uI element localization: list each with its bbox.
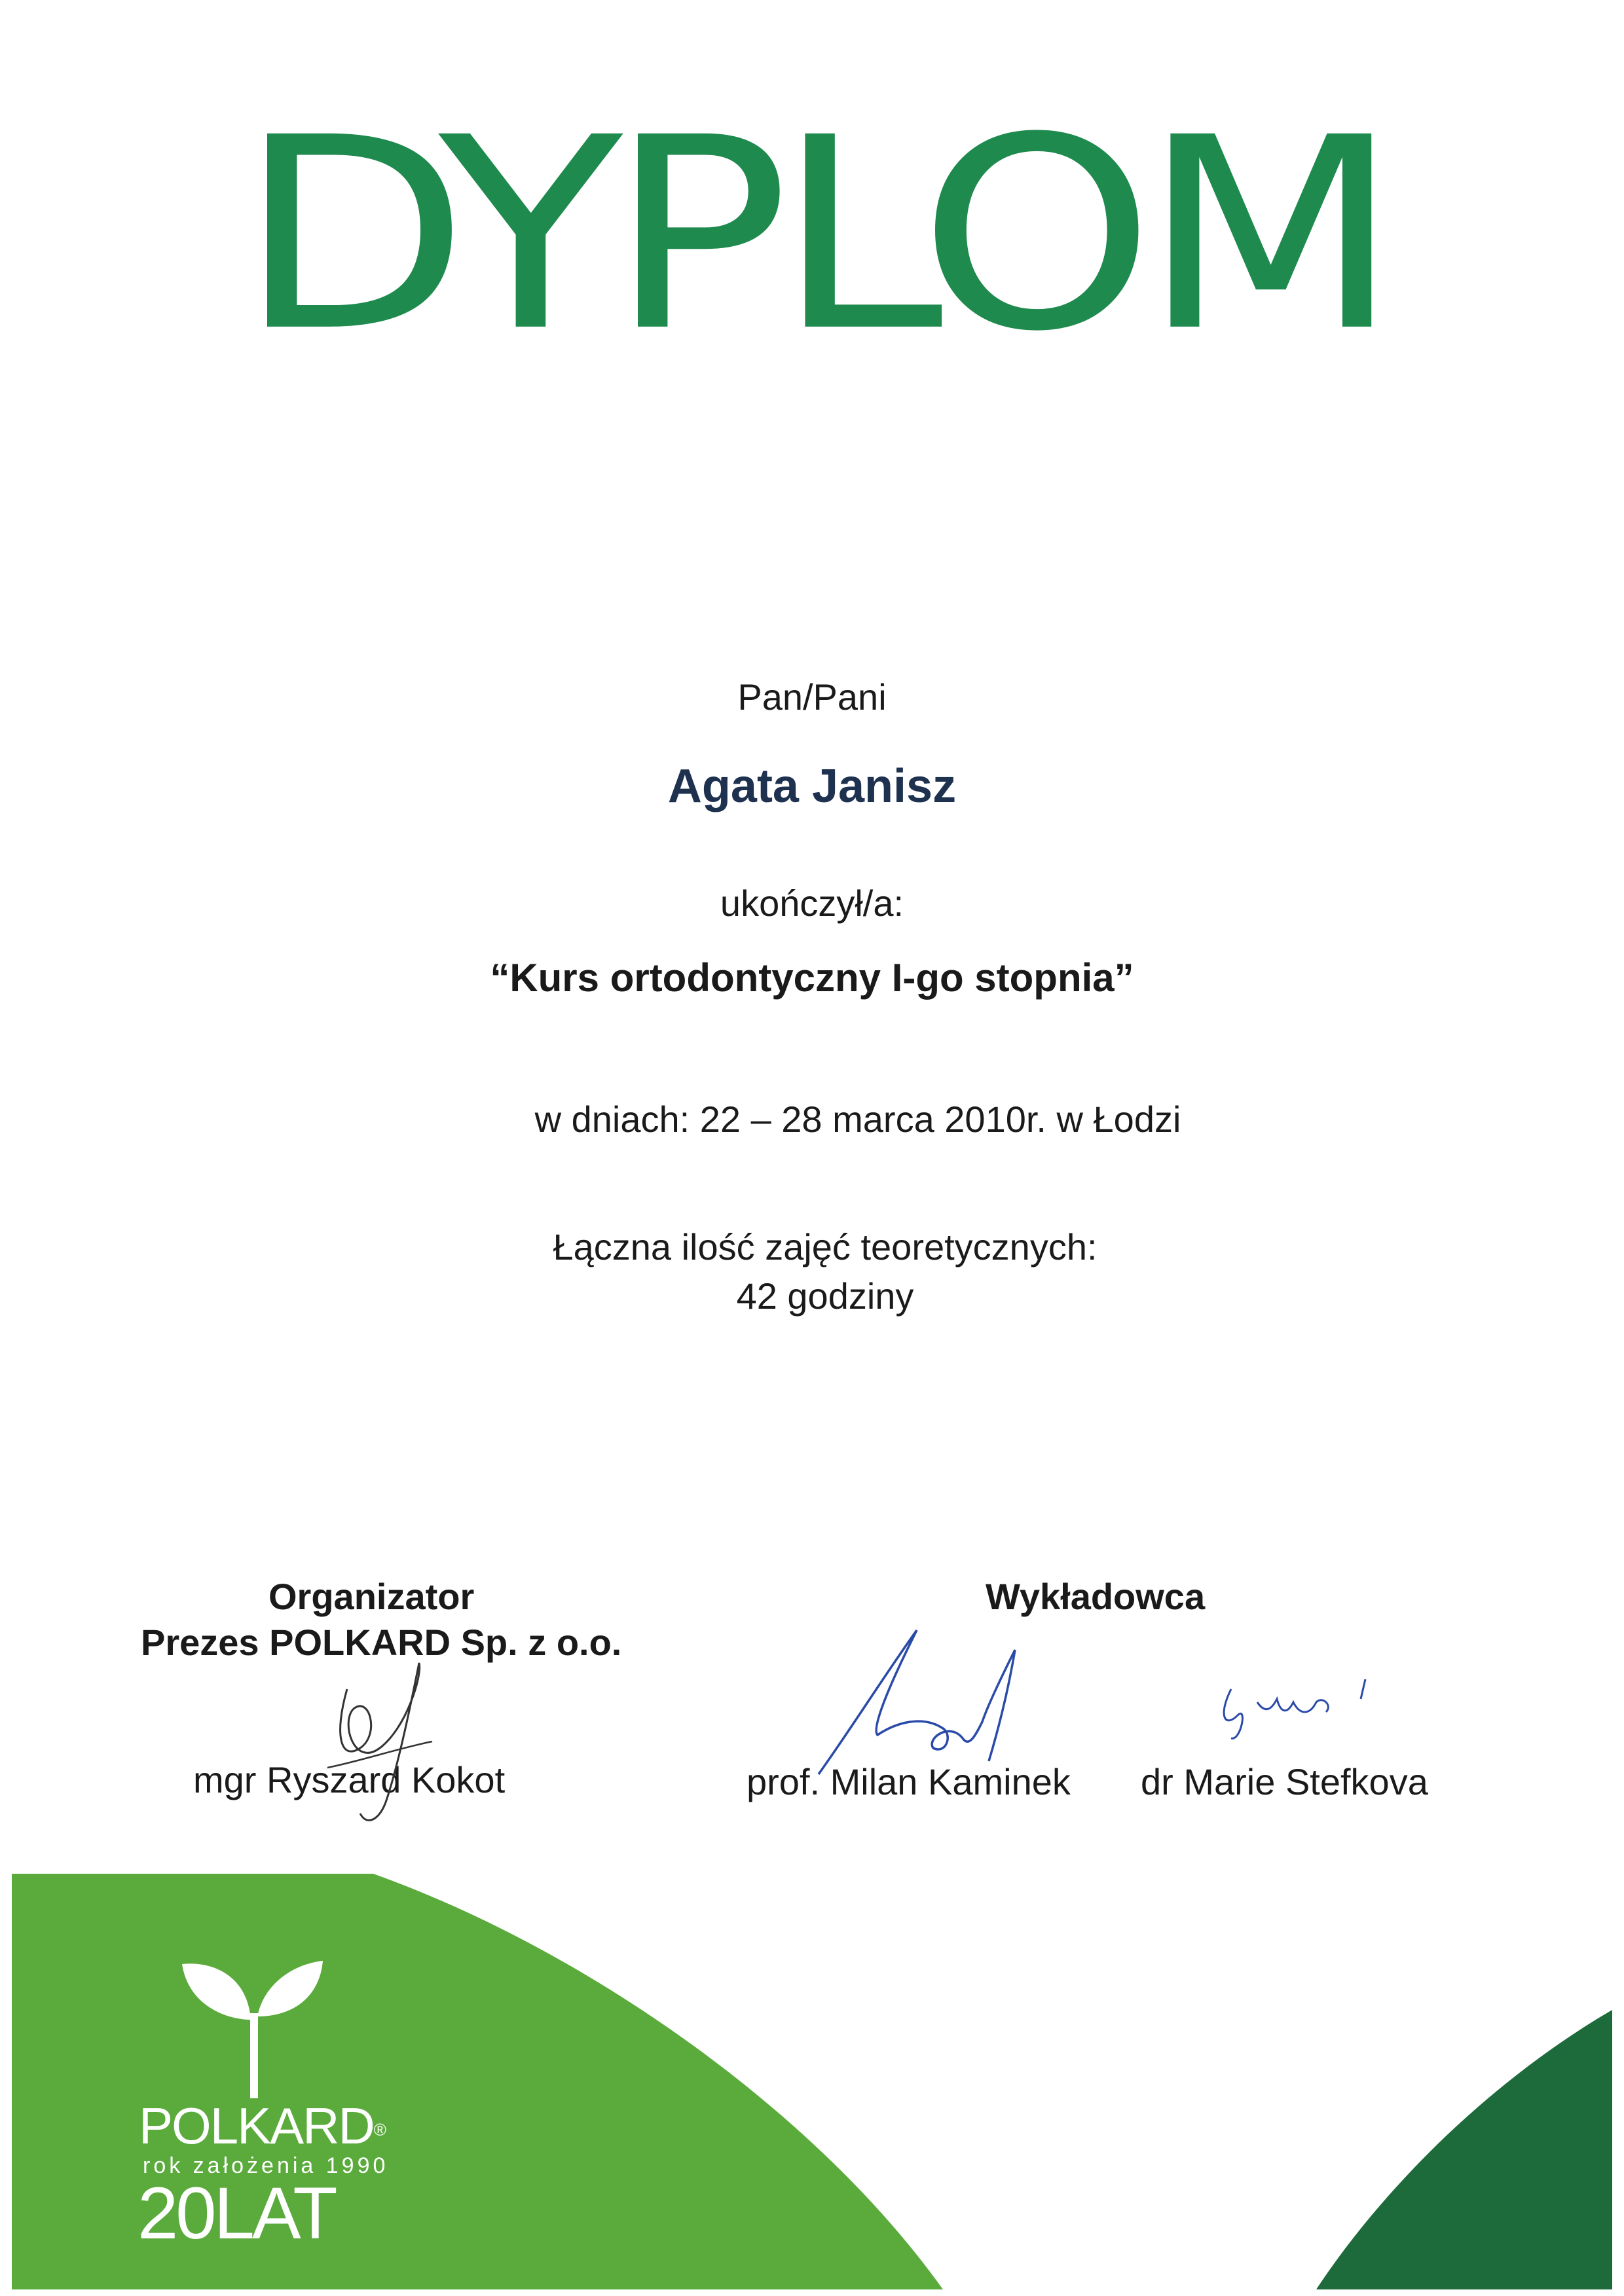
logo-tagline: rok założenia 1990 [143,2153,389,2178]
diploma-title: DYPLOM [237,81,1387,390]
lecturer-name-1: prof. Milan Kaminek [747,1761,1071,1802]
organizer-name: mgr Ryszard Kokot [193,1759,506,1800]
logo-brand: POLKARD® [139,2097,385,2155]
logo-anniversary: 20LAT [138,2172,335,2254]
right-green-shape [1316,2010,1612,2289]
organizer-heading: Organizator [268,1576,475,1617]
lecturer-signature-1 [812,1624,1048,1794]
recipient-name: Agata Janisz [667,760,957,812]
hours-value: 42 godziny [736,1275,914,1317]
registered-mark: ® [373,2120,385,2140]
course-dates: w dniach: 22 – 28 marca 2010r. w Łodzi [534,1099,1181,1140]
sprout-icon [182,1951,326,2102]
course-title: “Kurs ortodontyczny I-go stopnia” [490,956,1134,1000]
organizer-subheading: Prezes POLKARD Sp. z o.o. [141,1622,622,1663]
lecturer-heading: Wykładowca [986,1576,1206,1617]
lecturer-signature-2 [1211,1676,1382,1748]
completion-verb: ukończył/a: [720,883,904,924]
lecturer-name-2: dr Marie Stefkova [1141,1761,1428,1802]
hours-label: Łączna ilość zajęć teoretycznych: [553,1226,1098,1267]
salutation: Pan/Pani [737,676,887,718]
organizer-signature [308,1637,452,1833]
